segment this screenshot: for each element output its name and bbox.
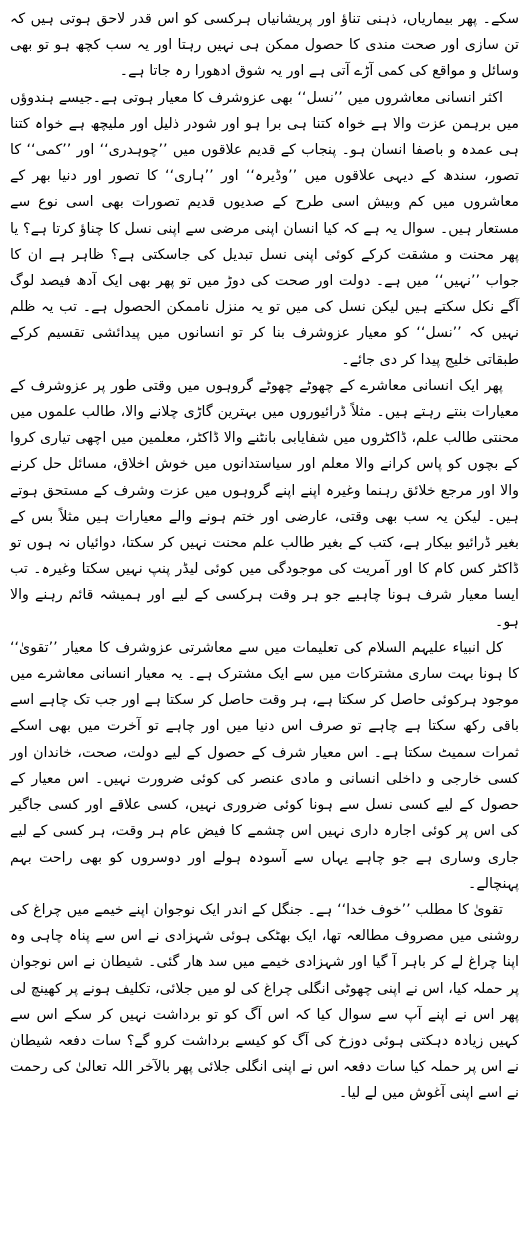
paragraph-taqwa-criterion: کل انبیاء علیہم السلام کی تعلیمات میں سے معاشرتی عزوشرف کا معیار ’’تقویٰ‘‘ کا ہونا بہت ساری مشترکات میں سے ایک مشترک ہے۔ یہ معیار انسانی معاشرے میں موجود ہرکوئی حاصل کر سکتا ہے، ہر وقت حاصل کر سکتا ہے اور جب تک چاہے اسے باقی رکھ سکتا ہے چاہے تو صرف اس دنیا میں اور چاہے تو آخرت میں بھی اسکے ثمرات سمیٹ سکتا ہے۔ اس معیار شرف کے حصول کے لیے دولت، صحت، خاندان اور کسی خارجی و داخلی انسانی و مادی عنصر کی کوئی ضرورت نہیں۔ اس معیار کے حصول کے لیے کسی نسل سے ہونا کوئی ضروری نہیں، کسی علاقے اور کسی جاگیر کی اس پر کوئی اجارہ داری نہیں اس چشمے کا فیض عام ہر وقت، ہر کسی کے لیے جاری وساری ہے جو چاہے یہاں سے آسودہ ہولے اور دوسروں کو بھی راحت بہم پہنچالے۔ [10,639,519,892]
paragraph-health-obstacles: سکے۔ پھر بیماریاں، ذہنی تناؤ اور پریشانیاں ہرکسی کو اس قدر لاحق ہوتی ہیں کہ تن سازی اور صحت مندی کا حصول ممکن ہی نہیں رہتا اور یہ سب کچھ ہو تو بھی وسائل و مواقع کی کمی آڑے آتی ہے اور یہ شوق ادھورا رہ جاتا ہے۔ [10,11,519,80]
paragraph-group-criteria: پھر ایک انسانی معاشرے کے چھوٹے چھوٹے گروہوں میں وقتی طور پر عزوشرف کے معیارات بنتے رہتے ہیں۔ مثلاً ڈرائیوروں میں بہترین گاڑی چلانے والا، طالب علموں میں محنتی طالب علم، ڈاکٹروں میں شفایابی بانٹنے والا ڈاکٹر، معلمین میں اچھی تیاری کروا کے بچوں کو پاس کرانے والا معلم اور سیاستدانوں میں خوش اخلاق، مسائل حل کرنے والا اور مرجع خلائق رہنما وغیرہ اپنے اپنے گروہوں میں عزت وشرف کے مستحق ہوتے ہیں۔ لیکن یہ سب بھی وقتی، عارضی اور ختم ہونے والے معیارات ہیں مثلاً بس کے بغیر ڈرائیو بیکار ہے، کتب کے بغیر طالب علم محنت نہیں کر سکتا، دوائیاں نہ ہوں تو ڈاکٹر کس کام کا اور آمریت کی موجودگی میں کوئی لیڈر پنپ نہیں سکتا وغیرہ۔ تب ایسا معیار شرف ہونا چاہیے جو ہر وقت ہرکسی کے لیے اور ہمیشہ قائم رہنے والا ہو۔ [10,377,519,630]
paragraph-taqwa-story: تقویٰ کا مطلب ’’خوف خدا‘‘ ہے۔ جنگل کے اندر ایک نوجوان اپنے خیمے میں چراغ کی روشنی میں مصروف مطالعہ تھا، ایک بھٹکی ہوئی شہزادی نے اس سے پناہ چاہی وہ اپنا چراغ لے کر باہر آ گیا اور شہزادی خیمے میں سد ھار گئی۔ شیطان نے اس نوجوان پر حملہ کیا، اس نے اپنی چھوٹی انگلی چراغ کی لو میں جلائی، تکلیف ہونے پر کھینچ لی پھر اس نے اپنے آپ سے سوال کیا کہ اس آگ کو تو برداشت نہیں کر سکے اس سے کہیں زیادہ دہکتی ہوئی دوزخ کی آگ کو کیسے برداشت کرو گے؟ سات دفعہ شیطان نے اس پر حملہ کیا سات دفعہ اس نے اپنی انگلی جلائی پھر بالآخر اللہ تعالیٰ کی رحمت نے اسے اپنی آغوش میں لے لیا۔ [10,901,519,1102]
paragraph-lineage-criterion: اکثر انسانی معاشروں میں ’’نسل‘‘ بھی عزوشرف کا معیار ہوتی ہے۔جیسے ہندوؤں میں برہمن عزت والا ہے خواہ کتنا ہی برا ہو اور شودر ذلیل اور ملیچھ ہے خواہ کتنا ہی عمدہ و باصفا انسان ہو۔ پنجاب کے قدیم علاقوں میں ’’چوہدری‘‘ اور ’’کمی‘‘ کا تصور، سندھ کے دیہی علاقوں میں ’’وڈیرہ‘‘ اور ’’ہاری‘‘ کا تصور اور دنیا بھر کے معاشروں میں کم وبیش اسی طرح کے صدیوں قدیم تصورات بھی اسی نوع سے مستعار ہیں۔ سوال یہ ہے کہ کیا انسان اپنی مرضی سے اپنی نسل کا چناؤ کرتا ہے؟ یا پھر محنت و مشقت کرکے کوئی اپنی نسل تبدیل کی جاسکتی ہے؟ ظاہر ہے ان کا جواب ’’نہیں‘‘ میں ہے۔ دولت اور صحت کی دوڑ میں تو پھر بھی ایک آدھ فیصد لوگ آگے نکل سکتے ہیں لیکن نسل کی میں تو یہ منزل ناممکن الحصول ہے۔ تب یہ ظلم نہیں کہ ’’نسل‘‘ کو معیار عزوشرف بنا کر تو انسانوں میں پیدائشی تقسیم کرکے طبقاتی خلیج پیدا کر دی جائے۔ [10,89,519,368]
